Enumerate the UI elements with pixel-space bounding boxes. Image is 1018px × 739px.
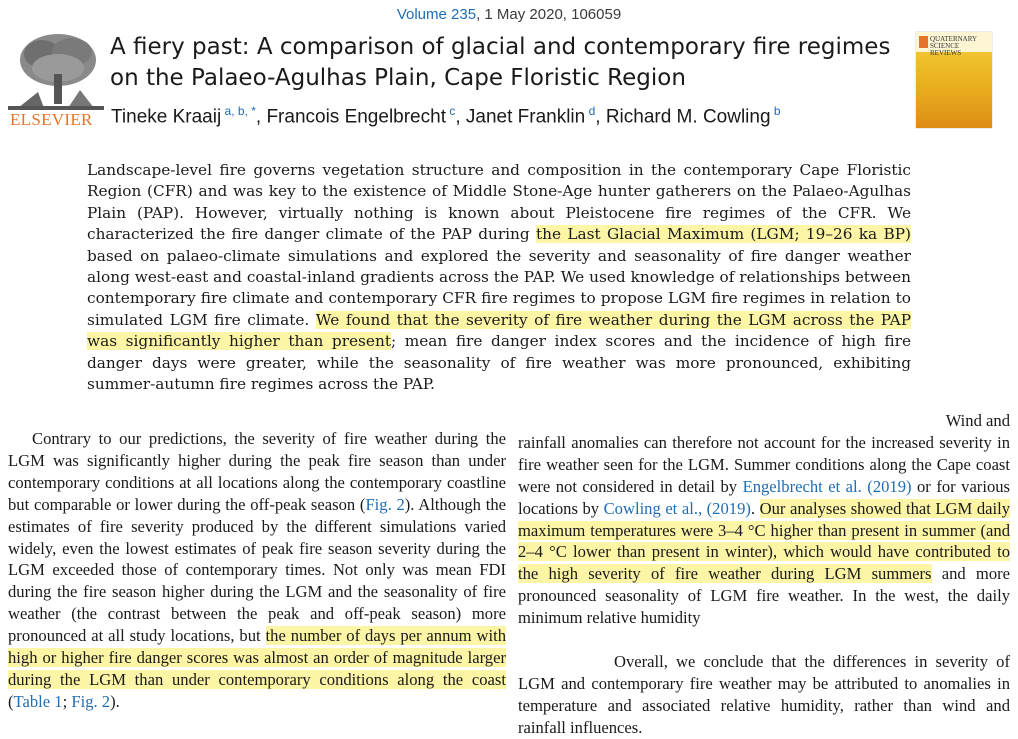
author-name[interactable]: Richard M. Cowling xyxy=(605,106,771,128)
abstract-text xyxy=(87,160,911,395)
cover-journal-title: QUATERNARY SCIENCE REVIEWS xyxy=(930,35,977,57)
conclusion-paragraph: Overall, we conclude that the differences in severity of LGM and contemporary fire weather may be attributed to anomalies in temperature and associated relative humidity, rather than wind and rainfall influences. xyxy=(518,652,1010,737)
author-list xyxy=(111,104,911,128)
body-segment: rainfall anomalies can therefore not account for the increased severity in fire weather seen for the LGM. Summer conditions along the Cape coast were not considered in detail by xyxy=(518,432,1010,496)
cover-publisher-icon xyxy=(919,36,928,48)
abstract-highlight: We found that the severity of fire weather during the LGM across the PAP was significantly higher than present xyxy=(87,310,912,351)
volume-info xyxy=(0,6,1018,23)
volume-link[interactable]: Volume 235 xyxy=(396,6,477,23)
elsevier-wordmark[interactable]: ELSEVIER xyxy=(10,110,93,129)
body-segment: . xyxy=(750,498,760,518)
body-segment: ( xyxy=(8,691,14,711)
body-highlight: the number of days per annum with high or higher fire danger scores was almost an order of magnitude larger during the LGM than under contemporary conditions along the coast xyxy=(8,626,506,689)
author-separator: , xyxy=(455,106,466,128)
abstract-segment: ; mean fire danger index scores and the incidence of high fire danger days were greater, while the seasonality of fire weather was more pronounced, exhibiting summer-autumn fire regimes across the PAP. xyxy=(87,332,911,394)
body-highlight: Our analyses showed that LGM daily maximum temperatures were 3–4 °C higher than present in summer (and 2–4 °C lower than present in winter), which would have contributed to the high severity of fire weather during LGM summers xyxy=(518,498,1010,584)
body-segment: ). Although the estimates of fire severity produced by the different simulations varied widely, even the lowest estimates of peak fire season severity during the LGM exceeded those of contemporary times. Not only was mean FDI during the fire season higher during the LGM and the seasonality of fire weather (the contrast between the peak and off-peak season) more pronounced at all study locations, but xyxy=(8,494,506,646)
abstract-segment: based on palaeo-climate simulations and explored the severity and seasonality of fire danger weather along west-east and coastal-inland gradients across the PAP. We used knowledge of relationships between contemporary fire climate and contemporary CFR fire regimes to propose LGM fire regimes in relation to simulated LGM fire climate. xyxy=(87,246,911,329)
body-segment: Contrary to our predictions, the severity of fire weather during the LGM was significantly higher during the peak fire season than under contemporary conditions at all locations along the contemporary coastline but comparable or lower during the off-peak season ( xyxy=(8,429,506,514)
table-link[interactable]: Table 1 xyxy=(13,691,63,711)
figure-link[interactable]: Fig. 2 xyxy=(365,494,405,514)
author-name[interactable]: Janet Franklin xyxy=(465,106,586,128)
author-separator: , xyxy=(255,106,267,128)
body-paragraph xyxy=(518,432,1010,629)
abstract-segment: Landscape-level fire governs vegetation structure and composition in the contemporary Cape Floristic Region (CFR) and was key to the existence of Middle Stone-Age hunter gatherers on the Palaeo-Agulhas Plain (PAP). However, virtually nothing is known about Pleistocene fire regimes of the CFR. We characterized the fire danger climate of the PAP during xyxy=(87,161,911,244)
body-column-left xyxy=(8,428,506,713)
author-affiliation[interactable]: b xyxy=(770,104,781,118)
body-segment: ; xyxy=(62,691,72,711)
body-paragraph xyxy=(8,428,506,713)
author-affiliation[interactable]: c xyxy=(445,104,456,118)
body-segment: ). xyxy=(110,691,120,711)
body-column-right xyxy=(518,410,1010,739)
figure-link[interactable]: Fig. 2 xyxy=(71,691,111,711)
author-affiliation[interactable]: d xyxy=(585,104,596,118)
author-separator: , xyxy=(595,106,606,128)
citation-link[interactable]: Cowling et al., (2019) xyxy=(603,498,751,518)
abstract-highlight: the Last Glacial Maximum (LGM; 19–26 ka BP) xyxy=(536,225,911,244)
author-name[interactable]: Francois Engelbrecht xyxy=(266,106,446,128)
body-segment: or for various locations by xyxy=(518,476,1010,518)
body-segment: and more pronounced seasonality of LGM fire weather. In the west, the daily minimum relative humidity xyxy=(518,564,1011,628)
volume-date: , 1 May 2020, 106059 xyxy=(476,6,622,23)
article-title: A fiery past: A comparison of glacial and contemporary fire regimes on the Palaeo-Agulhas Plain, Cape Floristic Region xyxy=(110,34,891,91)
journal-cover-thumbnail[interactable] xyxy=(916,32,992,128)
author-affiliation[interactable]: a, b, * xyxy=(221,104,256,118)
paragraph-gap xyxy=(518,629,1010,651)
author-name[interactable]: Tineke Kraaij xyxy=(111,106,222,128)
body-fragment: Wind and xyxy=(945,411,1010,430)
citation-link[interactable]: Engelbrecht et al. (2019) xyxy=(742,476,912,496)
